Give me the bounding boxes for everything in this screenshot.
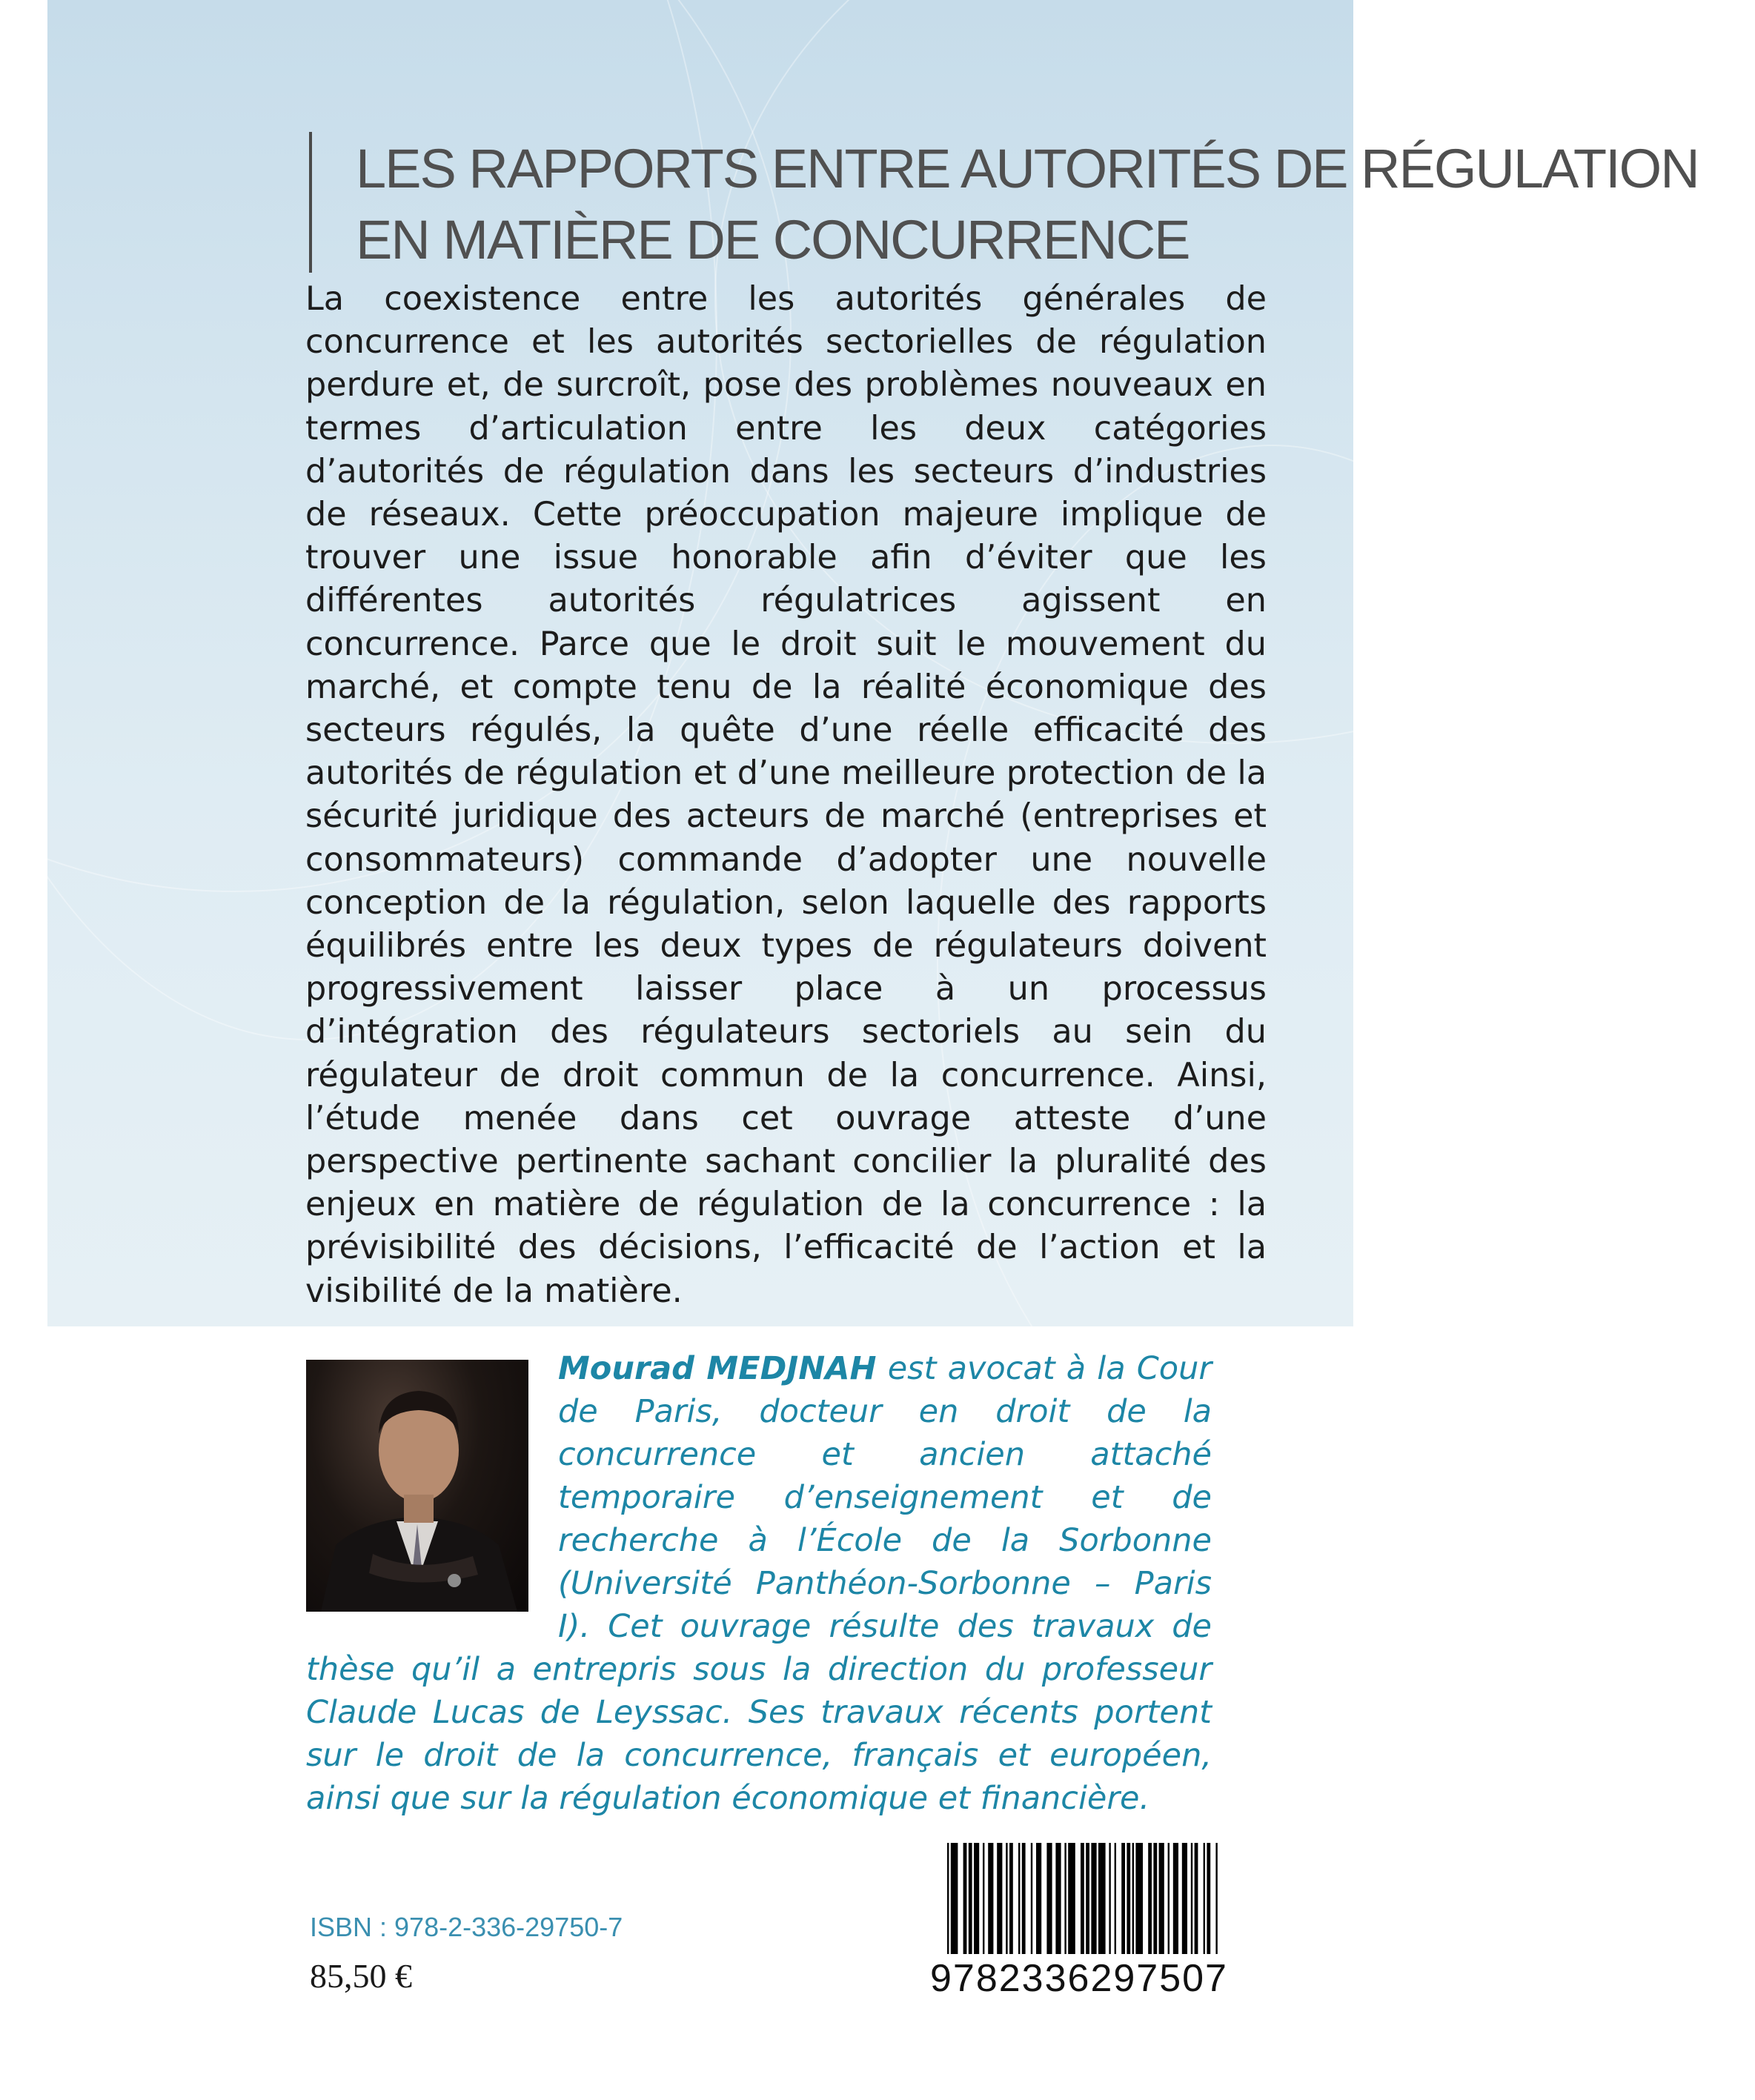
book-title-line-1: LES RAPPORTS ENTRE AUTORITÉS DE RÉGULATION — [356, 138, 1699, 199]
book-title — [356, 133, 1699, 276]
author-name: Mourad MEDJNAH — [558, 1350, 877, 1387]
barcode-bar — [1091, 1843, 1096, 1954]
title-accent-bar — [309, 132, 312, 273]
barcode-bar — [1153, 1843, 1157, 1954]
barcode-bar — [1195, 1843, 1198, 1954]
barcode-bar — [1159, 1843, 1164, 1954]
barcode-bar — [1173, 1843, 1178, 1954]
barcode-bar — [1168, 1843, 1170, 1954]
author-bio — [306, 1347, 1212, 1820]
price-label: 85,50 € — [310, 1957, 412, 1995]
barcode-bar — [963, 1843, 967, 1954]
barcode-bar — [1022, 1843, 1026, 1954]
barcode-bar — [1046, 1843, 1052, 1954]
barcode-bar — [988, 1843, 993, 1954]
barcode-bar — [1064, 1843, 1066, 1954]
book-summary: La coexistence entre les autorités générales de concurrence et les autorités sectorielles de régulation perdure et, de surcroît, pose des problèmes nouveaux en termes d’articulation entre les deux catégories d’autorités de régulation dans les secteurs d’industries de réseaux. Cette préoccupation majeure implique de trouver une issue honorable afin d’éviter que les différentes autorités régulatrices agissent en concurrence. Parce que le droit suit le mouvement du marché, et compte tenu de la réalité économique des secteurs régulés, la quête d’une réelle efficacité des autorités de régulation et d’une meilleure protection de la sécurité juridique des acteurs de marché (entreprises et consommateurs) commande d’adopter une nouvelle conception de la régulation, selon laquelle des rapports équilibrés entre les deux types de régulateurs doivent progressivement laisser place à un processus d’intégration des régulateurs sectoriels au sein du régulateur de droit commun de la concurrence. Ainsi, l’étude menée dans cet ouvrage atteste d’une perspective pertinente sachant concilier la pluralité des enjeux en matière de régulation de la concurrence : la prévisibilité des décisions, l’efficacité de l’action et la visibilité de la matière. — [305, 280, 1267, 1310]
barcode-bar — [1081, 1843, 1084, 1954]
barcode-bar — [1068, 1843, 1075, 1954]
barcode-bar — [1009, 1843, 1013, 1954]
isbn-label: ISBN : 978-2-336-29750-7 — [310, 1912, 623, 1942]
barcode-bar — [1207, 1843, 1210, 1954]
barcode-bar — [1036, 1843, 1041, 1954]
barcode-bar — [1055, 1843, 1061, 1954]
barcode-bar — [1135, 1843, 1143, 1954]
barcode-bar — [969, 1843, 972, 1954]
barcode-number: 9782336297507 — [930, 1957, 1228, 2000]
barcode-bar — [1115, 1843, 1116, 1954]
barcode-bar — [1109, 1843, 1110, 1954]
book-title-line-2: EN MATIÈRE DE CONCURRENCE — [356, 209, 1190, 270]
barcode-bar — [1204, 1843, 1205, 1954]
barcode-bar — [1182, 1843, 1187, 1954]
barcode-bar — [947, 1843, 949, 1954]
barcode-bar — [983, 1843, 984, 1954]
barcode-bar — [951, 1843, 958, 1954]
barcode-bar — [1191, 1843, 1192, 1954]
barcode-bar — [1086, 1843, 1089, 1954]
barcode-bar — [1132, 1843, 1134, 1954]
barcode-bar — [1018, 1843, 1020, 1954]
author-bio-text: est avocat à la Cour de Paris, docteur en droit de la concurrence et ancien attaché temporaire d’enseignement et de recherche à l’École de la Sorbonne (Université Panthéon-Sorbonne – Paris I). Cet ouvrage résulte des travaux de thèse qu’il a entrepris sous la direction du professeur Claude Lucas de Leyssac. Ses travaux récents portent sur le droit de la concurrence, français et européen, ainsi que sur la régulation économique et financière. — [306, 1350, 1212, 1817]
barcode-bar — [997, 1843, 1002, 1954]
barcode-bar — [1148, 1843, 1152, 1954]
barcode-bar — [1127, 1843, 1130, 1954]
barcode-bar — [974, 1843, 979, 1954]
barcode-bar — [1215, 1843, 1217, 1954]
barcode-bar — [1098, 1843, 1106, 1954]
barcode-bar — [1006, 1843, 1007, 1954]
barcode-bar — [1121, 1843, 1125, 1954]
barcode-bar — [1031, 1843, 1032, 1954]
barcode-bars — [940, 1839, 1225, 1954]
